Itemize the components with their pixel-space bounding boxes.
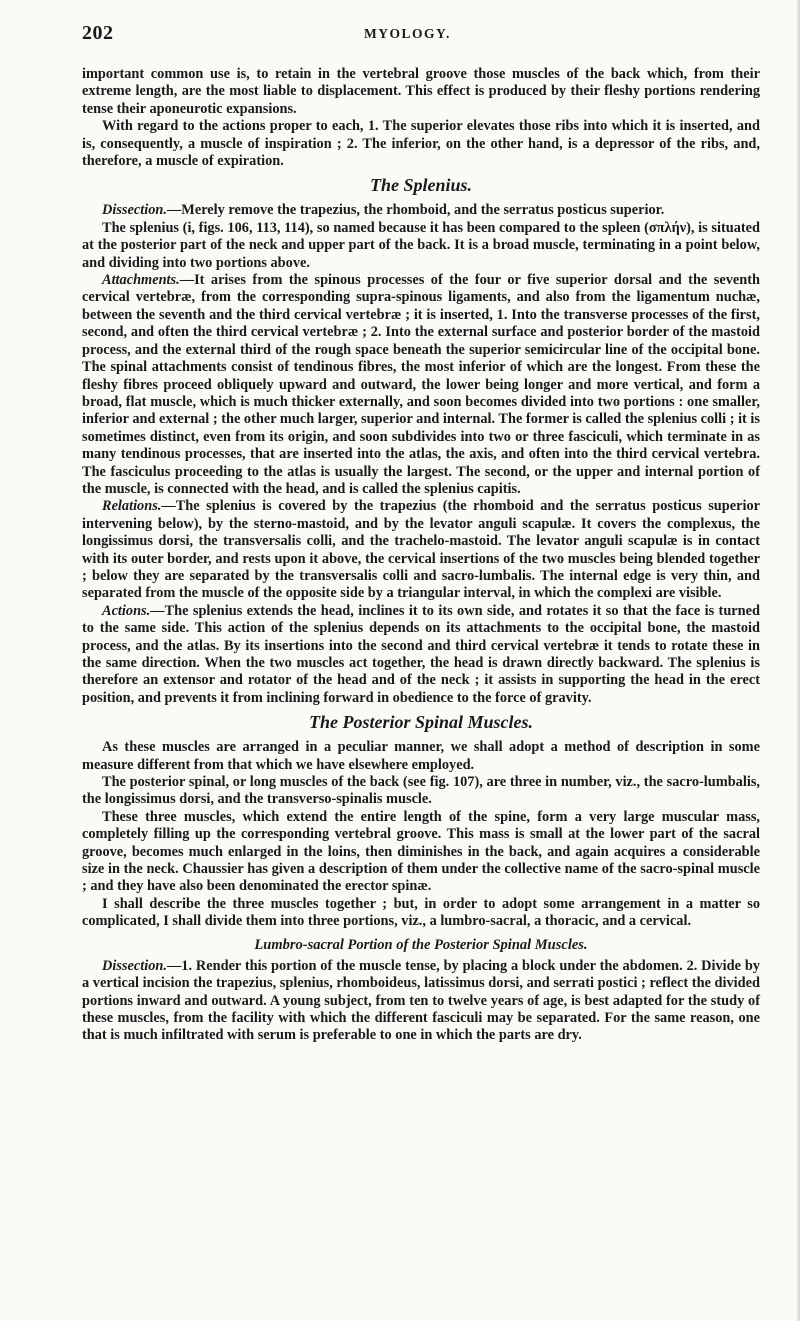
paragraph-attachments [82,272,760,498]
subsection-heading-lumbro-sacral: Lumbro-sacral Portion of the Posterior Spinal Muscles. [254,936,588,953]
actions-label: Actions. [102,602,151,619]
paragraph-relations [82,498,760,602]
relations-text: —The splenius is covered by the trapezius (the rhomboid and the serratus posticus superior intervening below), by the sterno-mastoid, and by the levator anguli scapulæ. It covers the complexus, the longissimus dorsi, the transversalis colli, and the trachelo-mastoid. The levator anguli scapulæ is in contact with its outer border, and rests upon it above, the cervical insertions of the two muscles being blended together ; below they are separated by the transversalis colli and sacro-lumbalis. The internal edge is very thin, and separated from the muscle of the opposite side by a triangular interval, in which the complexi are visible. [82,498,760,602]
paragraph-actions-serrati: With regard to the actions proper to each, 1. The superior elevates those ribs into which it is inserted, and is, consequently, a muscle of inspiration ; 2. The inferior, on the other hand, is a depressor of the ribs, and, therefore, a muscle of expiration. [82,118,760,170]
paragraph-lumbro-dissection [82,958,760,1045]
paragraph-method: As these muscles are arranged in a peculiar manner, we shall adopt a method of description in some measure different from that which we have elsewhere employed. [82,739,760,773]
paragraph-continued: important common use is, to retain in the vertebral groove those muscles of the back which, from their extreme length, are the most liable to displacement. This effect is produced by their fleshy portions rendering tense their aponeurotic expansions. [82,66,760,117]
lumbro-dissection-label: Dissection. [102,957,167,974]
paragraph-muscular-mass: These three muscles, which extend the entire length of the spine, form a very large muscular mass, completely filling up the corresponding vertebral groove. This mass is small at the lower part of the sacral groove, becomes much enlarged in the loins, then diminishes in the back, and again acquires a considerable size in the neck. Chaussier has given a description of them under the collective name of the sacro-spinal muscle ; and they have also been denominated the erector spinæ. [82,808,760,895]
paragraph-splenius-intro: The splenius (i, figs. 106, 113, 114), so named because it has been compared to the spleen (σπλήν), is situated at the posterior part of the neck and upper part of the back. It is a broad muscle, terminating in a point below, and dividing into two portions above. [82,219,760,271]
paragraph-three-muscles: The posterior spinal, or long muscles of the back (see fig. 107), are three in number, viz., the sacro-lumbalis, the longissimus dorsi, and the transverso-spinalis muscle. [82,774,760,808]
running-title: MYOLOGY. [364,26,451,41]
attachments-label: Attachments. [102,272,180,289]
paragraph-division: I shall describe the three muscles together ; but, in order to adopt some arrangement in a matter so complicated, I shall divide them into three portions, viz., a lumbro-sacral, a thoracic, and a cervical. [82,895,760,930]
page-header [82,22,760,50]
actions-text: —The splenius extends the head, inclines it to its own side, and rotates it so that the face is turned to the same side. This action of the splenius depends on its attachments to the occipital bone, the mastoid process, and the atlas. By its insertions into the second and third cervical vertebræ it tends to rotate these in the same direction. When the two muscles act together, the head is drawn directly backward. The splenius is therefore an extensor and rotator of the head and of the neck ; it assists in supporting the head in the erect position, and prevents it from inclining forward in obedience to the force of gravity. [82,602,760,706]
page-edge-shadow [796,0,800,1321]
attachments-text: —It arises from the spinous processes of the four or five superior dorsal and the seventh cervical vertebræ, from the corresponding supra-spinous ligaments, and also from the ligamentum nuchæ, between the seventh and the third cervical vertebræ ; it is inserted, 1. Into the transverse processes of the first, second, and often the third cervical vertebræ ; 2. Into the external surface and posterior border of the mastoid process, and the external third of the rough space beneath the superior semicircular line of the occipital bone. The spinal attachments consist of tendinous fibres, the most inferior of which are the longest. From these the fleshy fibres proceed obliquely upward and outward, the lower being longer and more vertical, and form a broad, flat muscle, which is much thicker externally, and soon becomes divided into two portions : one smaller, inferior and external ; the other much larger, superior and internal. The former is called the splenius colli ; it is sometimes distinct, even from its origin, and soon subdivides into two or three fasciculi, which terminate in as many tendinous processes, that are inserted into the atlas, the axis, and often into the third cervical vertebra. The fasciculus proceeding to the atlas is usually the largest. The second, or the upper and internal portion of the muscle, is connected with the head, and is called the splenius capitis. [82,272,760,497]
dissection-label: Dissection. [102,202,167,219]
page-number: 202 [82,22,114,44]
dissection-text: —Merely remove the trapezius, the rhomboid, and the serratus posticus superior. [166,202,665,219]
section-heading-splenius: The Splenius. [369,175,473,196]
lumbro-dissection-text: —1. Render this portion of the muscle tense, by placing a block under the abdomen. 2. Divide by a vertical incision the trapezius, splenius, rhomboideus, latissimus dorsi, and serrati postici ; reflect the divided portions inward and outward. A young subject, from ten to twelve years of age, is best adapted for the study of these muscles, from the facility with which the different fasciculi may be separated. For the same reason, one that is much infiltrated with serum is preferable to one in which the parts are dry. [82,957,760,1044]
section-heading-posterior-spinal: The Posterior Spinal Muscles. [308,712,534,733]
paragraph-actions [82,603,760,707]
paragraph-dissection [82,202,760,219]
relations-label: Relations. [102,498,162,515]
